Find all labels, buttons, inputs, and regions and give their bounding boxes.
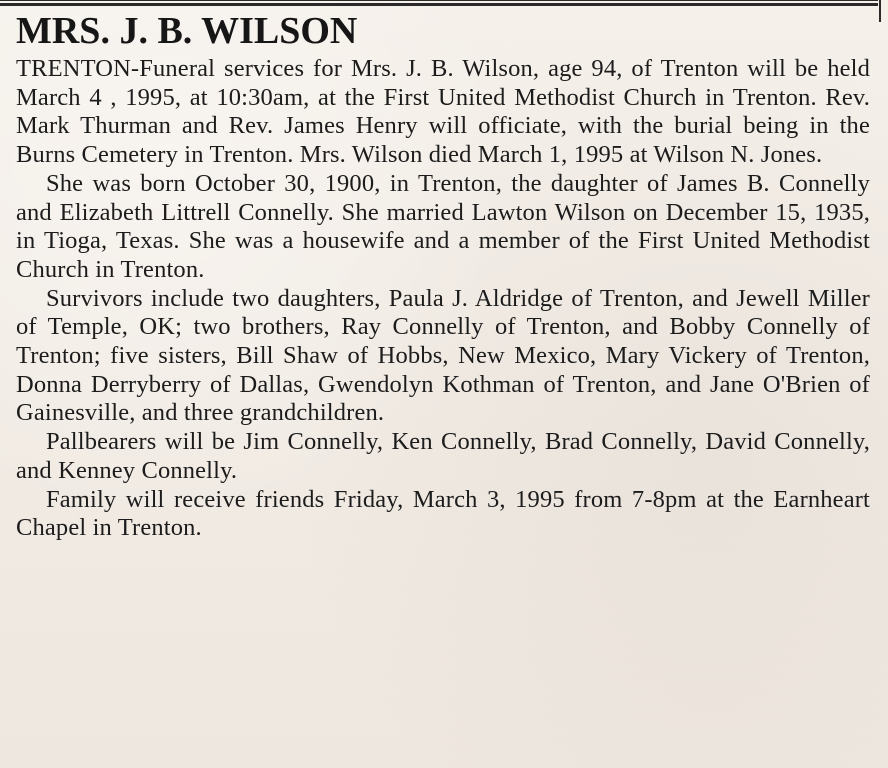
obituary-body (16, 55, 870, 543)
paragraph-service-details: TRENTON-Funeral services for Mrs. J. B. Wilson, age 94, of Trenton will be held March 4 , 1995, at 10:30am, at the First United Methodist Church in Trenton. Rev. Mark Thurman and Rev. James Henry will officiate, with the burial being in the Burns Cemetery in Trenton. Mrs. Wilson died March 1, 1995 at Wilson N. Jones. (16, 55, 870, 169)
paragraph-survivors: Survivors include two daughters, Paula J. Aldridge of Trenton, and Jewell Miller of Temple, OK; two brothers, Ray Connelly of Trenton, and Bobby Connelly of Trenton; five sisters, Bill Shaw of Hobbs, New Mexico, Mary Vickery of Trenton, Donna Derryberry of Dallas, Gwendolyn Kothman of Trenton, and Jane O'Brien of Gainesville, and three grandchildren. (16, 284, 870, 427)
paragraph-pallbearers: Pallbearers will be Jim Connelly, Ken Connelly, Brad Connelly, David Connelly, and Kenney Connelly. (16, 428, 870, 484)
paragraph-visitation: Family will receive friends Friday, March 3, 1995 from 7-8pm at the Earnheart Chapel in Trenton. (16, 485, 870, 542)
paragraph-biography: She was born October 30, 1900, in Trenton, the daughter of James B. Connelly and Elizabeth Littrell Connelly. She married Lawton Wilson on December 15, 1935, in Tioga, Texas. She was a housewife and a member of the First United Methodist Church in Trenton. (16, 169, 870, 283)
top-border-rule (0, 0, 878, 6)
obituary-headline: MRS. J. B. WILSON (16, 10, 358, 52)
right-column-rule (879, 0, 881, 22)
